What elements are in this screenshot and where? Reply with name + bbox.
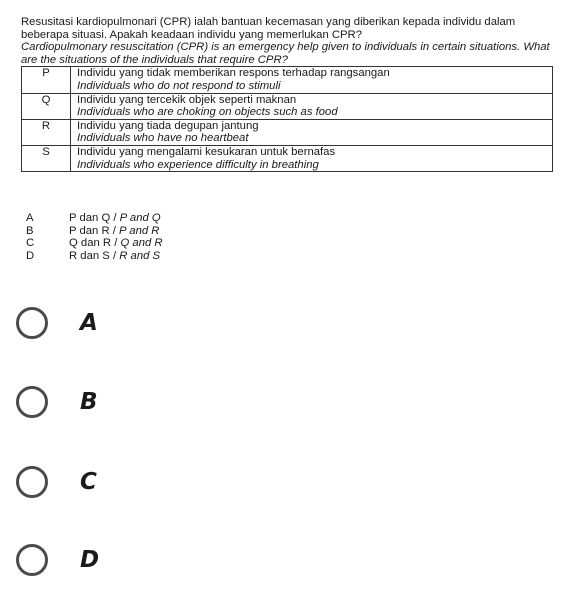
- answer-option-d[interactable]: [16, 537, 316, 583]
- statement-text: [71, 145, 553, 171]
- statement-text: [71, 67, 553, 93]
- radio-button[interactable]: [16, 386, 48, 418]
- answer-label: C: [80, 469, 98, 495]
- answer-label: D: [80, 547, 100, 573]
- choice-item: [26, 225, 163, 238]
- radio-button[interactable]: [16, 466, 48, 498]
- choice-list: [26, 212, 163, 262]
- answer-option-a[interactable]: [16, 300, 316, 346]
- choice-letter: C: [26, 237, 35, 249]
- statement-row: [22, 119, 553, 145]
- question-text-english: Cardiopulmonary resuscitation (CPR) is an emergency help given to individuals in certain situations. What are the situations of the individuals that require CPR?: [21, 41, 550, 66]
- choice-english: P and R: [119, 224, 160, 237]
- choice-malay: R dan S /: [69, 249, 117, 262]
- statement-text: [71, 119, 553, 145]
- statement-row: [22, 67, 553, 93]
- choice-english: P and Q: [119, 212, 161, 224]
- choice-letter: D: [26, 249, 35, 262]
- question-text-malay: Resusitasi kardiopulmonari (CPR) ialah bantuan kecemasan yang diberikan kepada individu dalam beberapa situasi. Apakah keadaan individu yang memerlukan CPR?: [21, 16, 516, 41]
- statement-row: [22, 93, 553, 119]
- answer-option-c[interactable]: [16, 459, 316, 505]
- choice-malay: P dan R /: [69, 224, 116, 237]
- statement-key: Q: [22, 93, 71, 119]
- statement-key: R: [22, 119, 71, 145]
- statement-english: Individuals who are choking on objects such as food: [77, 106, 338, 119]
- statement-key: P: [22, 67, 71, 93]
- choice-item: [26, 237, 163, 250]
- choice-malay: P dan Q /: [69, 212, 117, 224]
- statement-malay: Individu yang tercekik objek seperti maknan: [77, 93, 297, 106]
- choice-english: R and S: [119, 249, 161, 262]
- choice-item: [26, 212, 163, 225]
- statement-malay: Individu yang mengalami kesukaran untuk bernafas: [77, 145, 336, 158]
- statement-text: [71, 93, 553, 119]
- question-block: [21, 16, 551, 172]
- statement-row: [22, 145, 553, 171]
- statement-english: Individuals who have no heartbeat: [77, 132, 249, 145]
- statement-malay: Individu yang tidak memberikan respons terhadap rangsangan: [77, 67, 390, 80]
- radio-button[interactable]: [16, 307, 48, 339]
- choice-letter: B: [26, 224, 34, 237]
- answer-option-b[interactable]: [16, 379, 316, 425]
- statement-key: S: [22, 145, 71, 171]
- answer-label: B: [80, 389, 99, 415]
- choice-malay: Q dan R /: [69, 237, 118, 249]
- radio-button[interactable]: [16, 544, 48, 576]
- statement-english: Individuals who experience difficulty in breathing: [77, 158, 319, 171]
- statement-english: Individuals who do not respond to stimuli: [77, 79, 281, 92]
- statement-malay: Individu yang tiada degupan jantung: [77, 119, 259, 132]
- choice-item: [26, 250, 163, 263]
- answer-label: A: [80, 310, 99, 336]
- statement-table: [21, 66, 553, 172]
- choice-letter: A: [26, 212, 34, 224]
- choice-english: Q and R: [120, 237, 163, 249]
